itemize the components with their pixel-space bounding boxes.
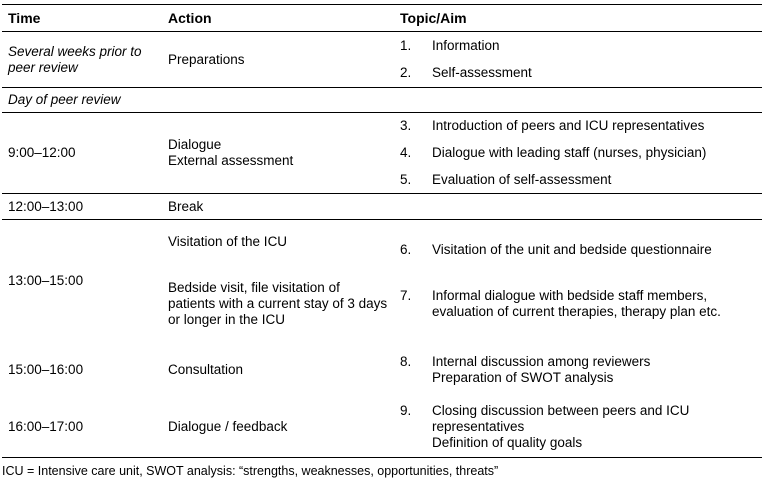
action-line: Bedside visit, file visitation of patients with a current stay of 3 days or longer in the ICU [168,279,388,327]
topic-item [400,242,756,258]
cell-action [162,220,394,342]
cell-action: Consultation [168,361,244,377]
cell-time: Several weeks prior to peer review [8,43,142,75]
header-topic: Topic/Aim [394,5,762,32]
item-number: 3. [400,118,412,133]
cell-action [162,113,394,194]
peer-review-schedule-table [2,4,762,458]
item-text: Visitation of the unit and bedside questionnaire [432,241,712,257]
topic-item [400,38,756,54]
action-line: External assessment [168,153,294,168]
header-row [2,5,762,32]
action-line: Visitation of the ICU [168,233,288,249]
table-row-visitation [2,220,762,342]
item-number: 1. [400,38,412,53]
cell-topic [394,32,762,88]
item-text: Information [432,38,500,53]
table-row-break [2,194,762,220]
header-time: Time [2,5,162,32]
cell-time: 12:00–13:00 [2,194,162,220]
item-text: Dialogue with leading staff (nurses, physician) [432,145,707,160]
item-number: 4. [400,145,412,160]
footnote: ICU = Intensive care unit, SWOT analysis: “strengths, weaknesses, opportunities, threats” [2,464,499,478]
item-text: Evaluation of self-assessment [432,172,612,187]
table-row-feedback [2,398,762,458]
cell-time: 16:00–17:00 [2,398,162,458]
item-number: 5. [400,172,412,187]
item-number: 2. [400,65,412,80]
item-number: 8. [400,353,412,369]
item-text [432,354,756,386]
table-row-consultation [2,342,762,398]
action-line: Dialogue [168,137,222,152]
cell-time: 9:00–12:00 [2,113,162,194]
cell-time: 13:00–15:00 [2,220,162,342]
item-number: 7. [400,287,412,303]
cell-topic [394,220,762,342]
cell-action: Preparations [168,51,245,67]
cell-time: 15:00–16:00 [8,361,84,377]
cell-topic [394,194,762,220]
topic-item [400,145,756,161]
table-row-day-heading [2,88,762,113]
cell-action: Break [162,194,394,220]
topic-item [400,118,756,134]
topic-item [400,403,756,451]
item-number: 9. [400,403,412,419]
topic-item [400,65,756,81]
topic-item [400,172,756,188]
item-line: Closing discussion between peers and ICU representatives [432,403,690,435]
item-text [432,403,756,451]
topic-item [400,288,756,320]
topic-item [400,354,756,386]
table-row-preparations [2,32,762,88]
item-line: Definition of quality goals [432,435,583,451]
item-line: Internal discussion among reviewers [432,353,651,369]
item-text: Introduction of peers and ICU representatives [432,118,705,133]
cell-topic [394,342,762,398]
cell-topic [394,113,762,194]
header-action: Action [162,5,394,32]
item-number: 6. [400,241,412,257]
cell-action: Dialogue / feedback [162,398,394,458]
cell-day-label: Day of peer review [2,88,762,113]
item-line: Preparation of SWOT analysis [432,369,614,385]
item-text: Self-assessment [432,65,532,80]
item-text: Informal dialogue with bedside staff members, evaluation of current therapies, therapy plan etc. [432,287,721,319]
table-row-dialogue [2,113,762,194]
cell-topic [394,398,762,458]
